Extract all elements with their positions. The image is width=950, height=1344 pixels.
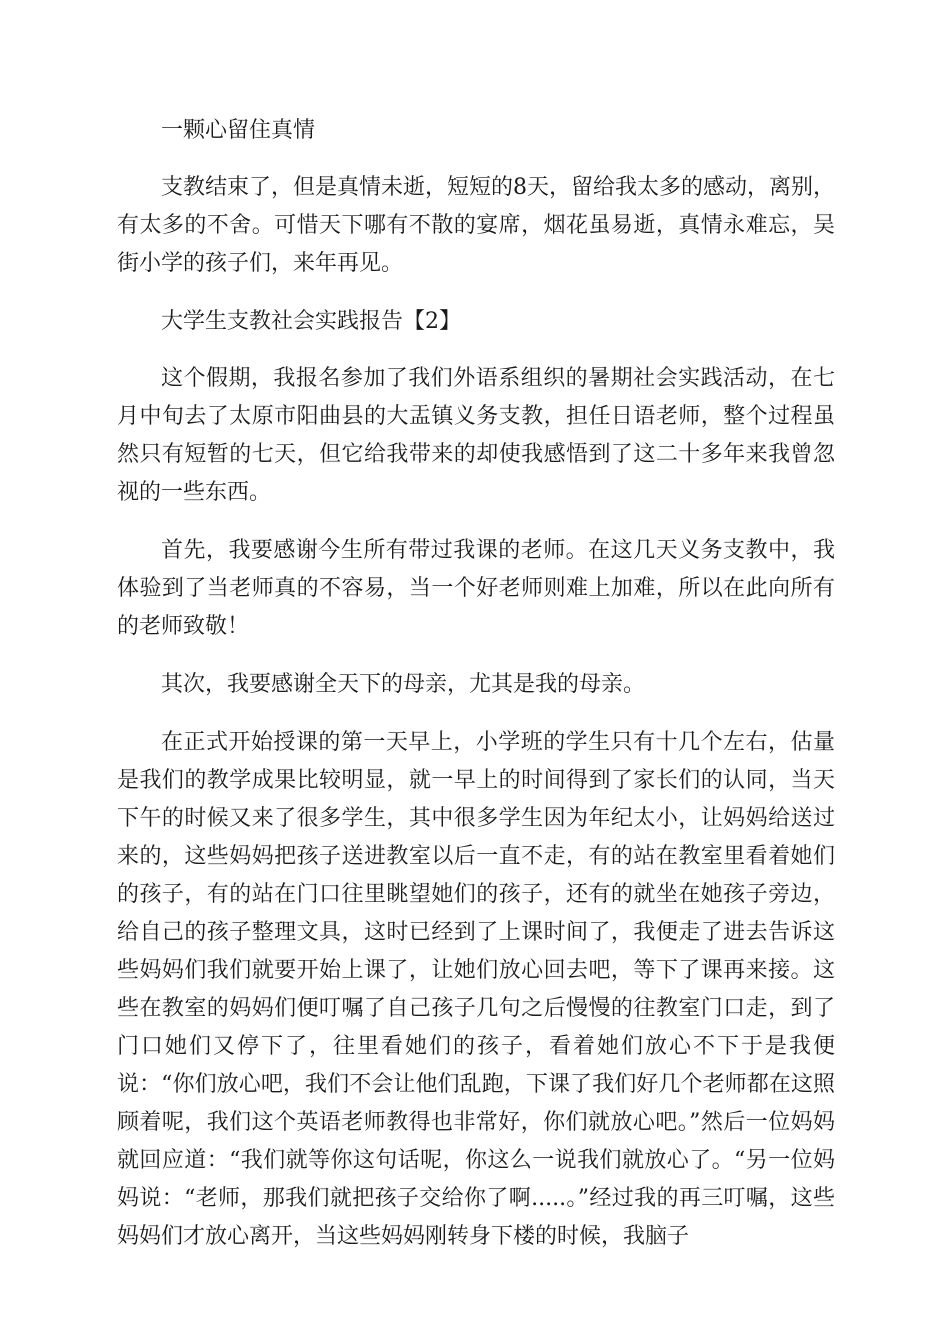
section-title: 一颗心留住真情 (161, 118, 316, 143)
paragraph-1: 支教结束了，但是真情未逝，短短的8天，留给我太多的感动，离别，有太多的不舍。可惜天下哪有不散的宴席，烟花虽易逝，真情永难忘，吴街小学的孩子们，来年再见。 (117, 175, 835, 276)
report-title: 大学生支教社会实践报告【2】 (161, 309, 461, 334)
paragraph-4: 其次，我要感谢全天下的母亲，尤其是我的母亲。 (161, 672, 646, 697)
paragraph-3: 首先，我要感谢今生所有带过我课的老师。在这几天义务支教中，我体验到了当老师真的不容易，当一个好老师则难上加难，所以在此向所有的老师致敬！ (117, 538, 835, 639)
document-page (117, 112, 835, 1276)
paragraph-5: 在正式开始授课的第一天早上，小学班的学生只有十几个左右，估量是我们的教学成果比较明显，就一早上的时间得到了家长们的认同，当天下午的时候又来了很多学生，其中很多学生因为年纪太小，让妈妈给送过来的，这些妈妈把孩子送进教室以后一直不走，有的站在教室里看着她们的孩子，有的站在门口往里眺望她们的孩子，还有的就坐在她孩子旁边，给自己的孩子整理文具，这时已经到了上课时间了，我便走了进去告诉这些妈妈们我们就要开始上课了，让她们放心回去吧，等下了课再来接。这些在教室的妈妈们便叮嘱了自己孩子几句之后慢慢的往教室门口走，到了门口她们又停下了，往里看她们的孩子，看着她们放心不下于是我便说：“你们放心吧，我们不会让他们乱跑，下课了我们好几个老师都在这照顾着呢，我们这个英语老师教得也非常好，你们就放心吧。”然后一位妈妈就回应道：“我们就等你这句话呢，你这么一说我们就放心了。“另一位妈妈说：“老师，那我们就把孩子交给你了啊.....。”经过我的再三叮嘱，这些妈妈们才放心离开，当这些妈妈刚转身下楼的时候，我脑子 (117, 730, 835, 1249)
paragraph-2: 这个假期，我报名参加了我们外语系组织的暑期社会实践活动，在七月中旬去了太原市阳曲县的大盂镇义务支教，担任日语老师，整个过程虽然只有短暂的七天，但它给我带来的却使我感悟到了这二十多年来我曾忽视的一些东西。 (117, 366, 835, 505)
